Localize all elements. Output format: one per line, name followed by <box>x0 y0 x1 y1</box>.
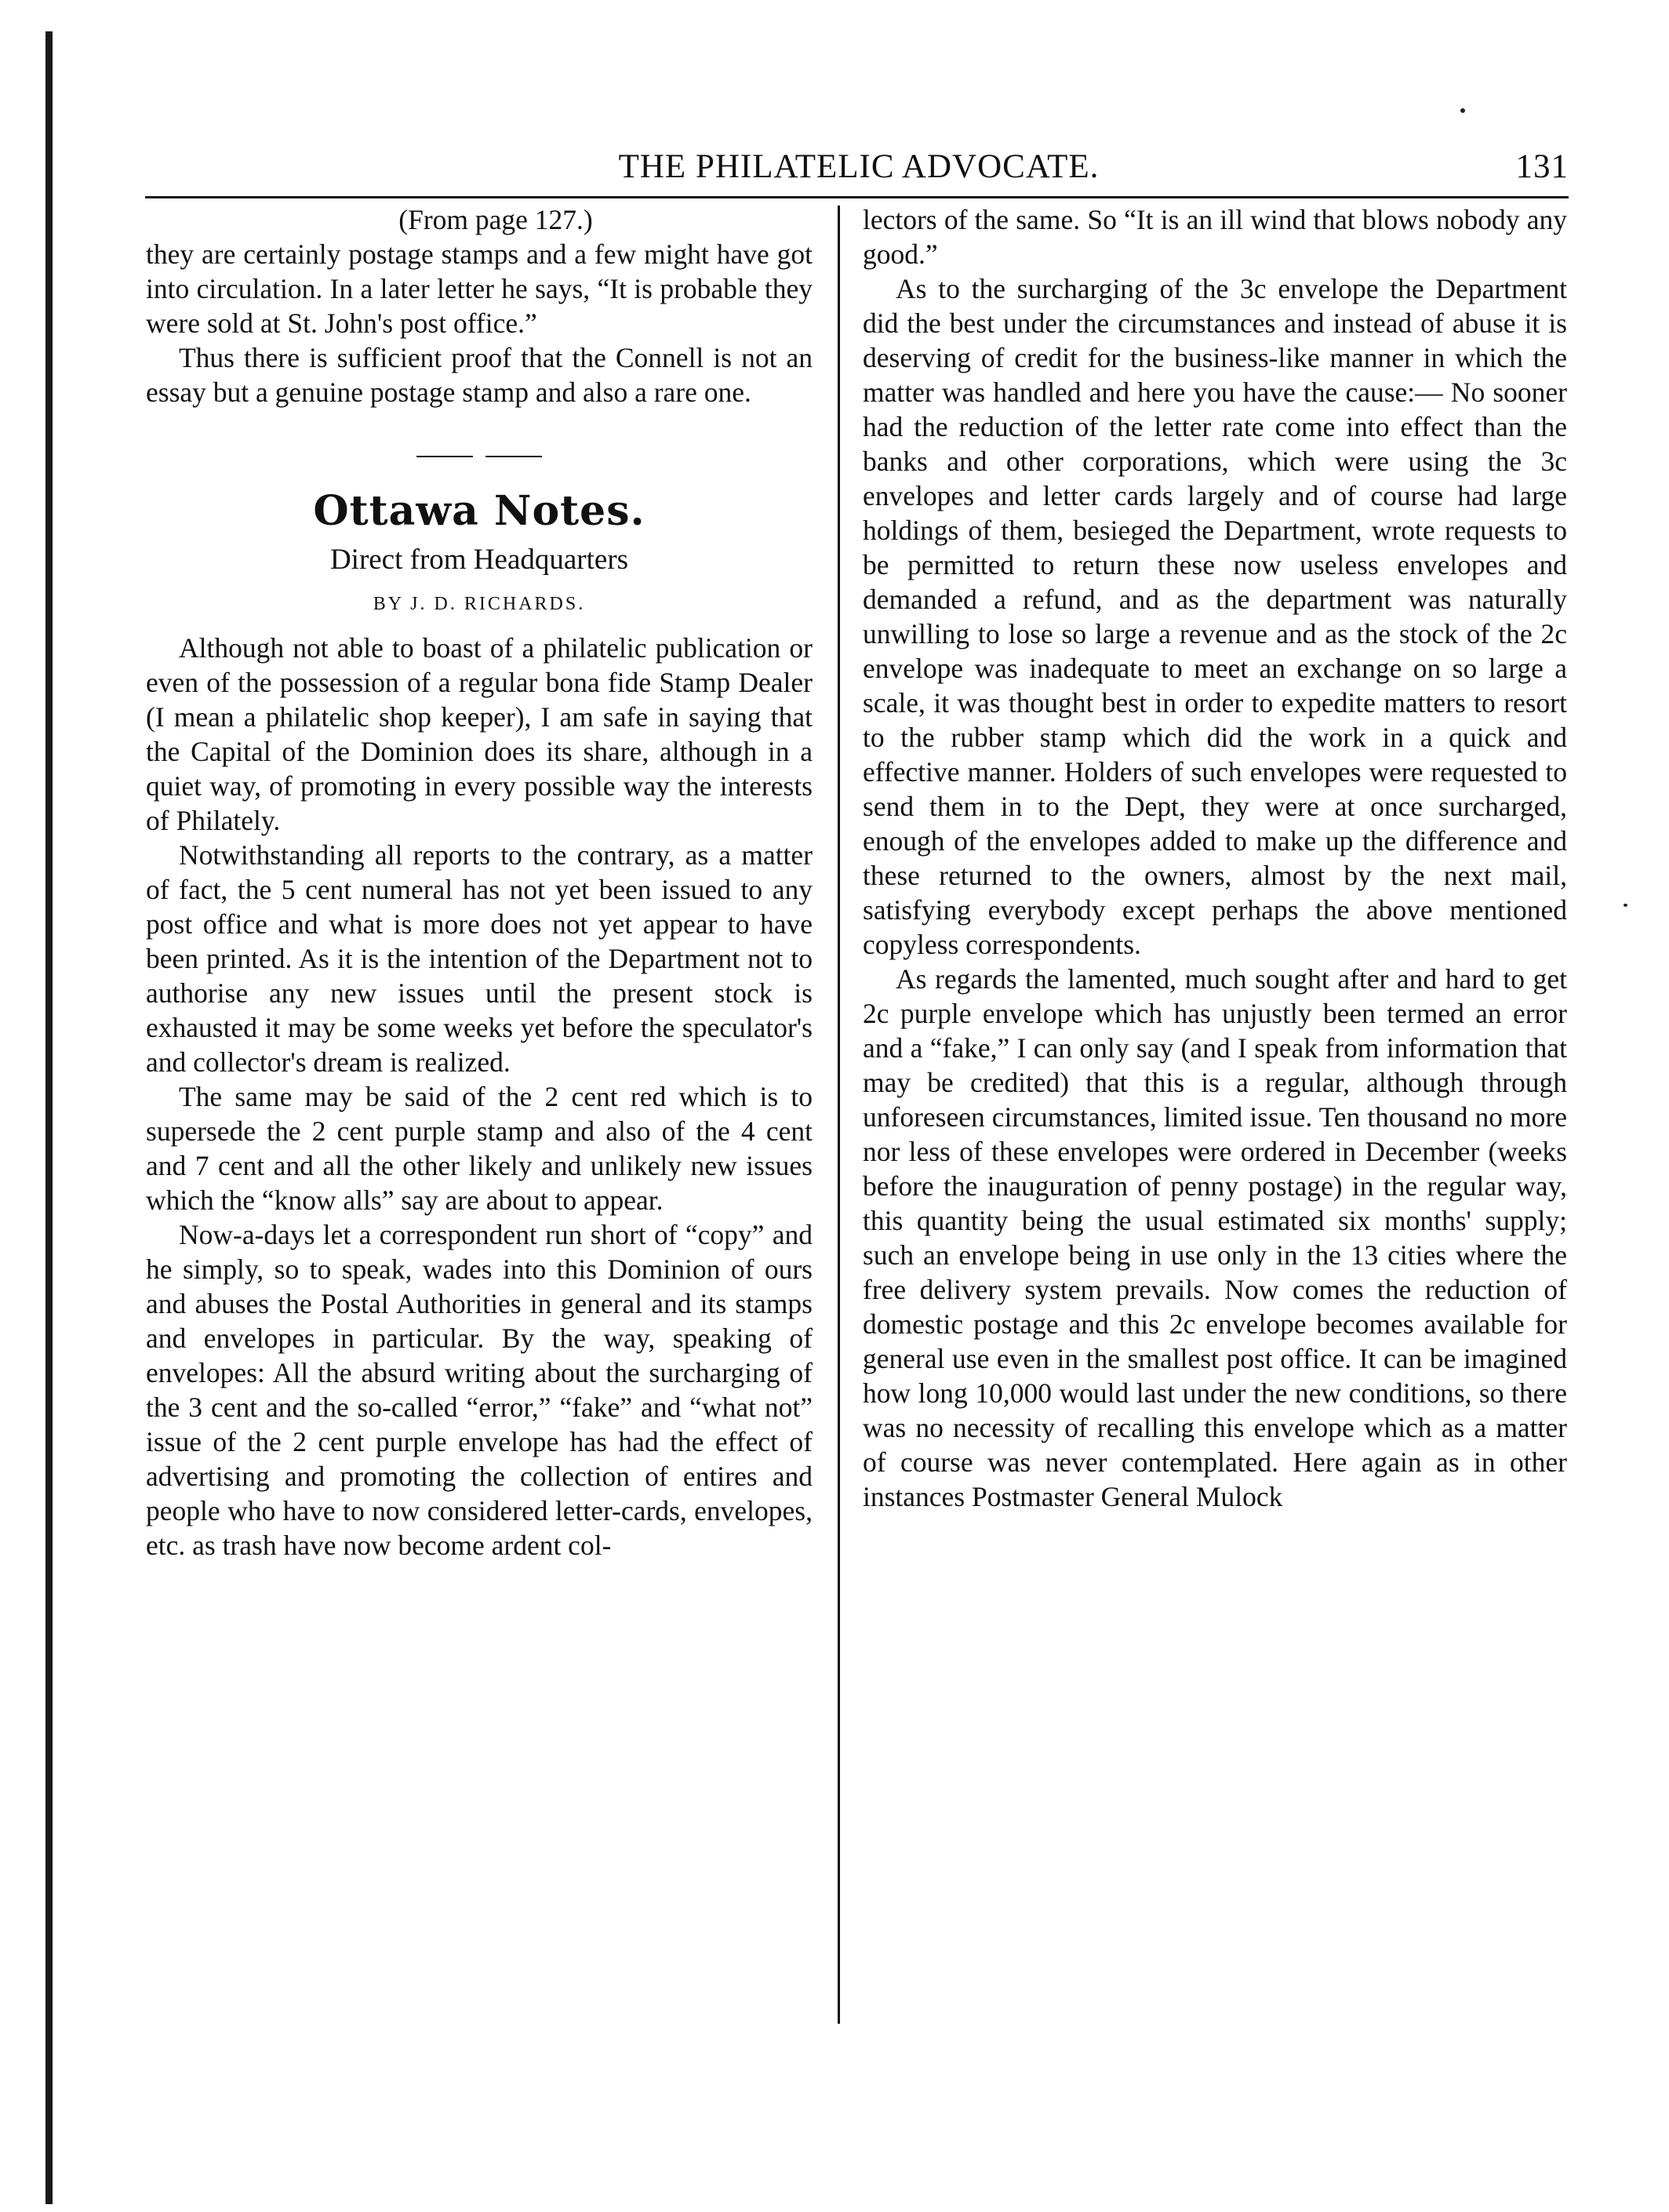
paragraph: The same may be said of the 2 cent red which is to supersede the 2 cent purple stamp and also of the 4 cent and 7 cent and all the other likely and unlikely new issues which the “know alls” say are about to appear. <box>146 1081 813 1216</box>
paragraph: Notwithstanding all reports to the contrary, as a matter of fact, the 5 cent numeral has not yet been issued to any post office and what is more does not yet appear to have been printed. As it is the intention of the Department not to authorise any new issues until the present stock is exhausted it may be some weeks yet before the speculator's and collector's dream is realized. <box>146 839 813 1078</box>
article-byline: BY J. D. RICHARDS. <box>373 594 586 614</box>
article-subtitle: Direct from Headquarters <box>329 544 629 576</box>
paragraph: As regards the lamented, much sought after and hard to get 2c purple envelope which has unjustly been termed an error and a “fake,” I can only say (and I speak from information that may be credited) that this is a regular, although through unforeseen circumstances, limited issue. Ten thousand no more nor less of these envelopes were ordered in December (weeks before the inauguration of penny postage) in the regular way, this quantity being the usual estimated six months' supply; such an envelope being in use only in the 13 cities where the free delivery system prevails. Now comes the reduction of domestic postage and this 2c envelope becomes available for general use even in the smallest post office. It can be imagined how long 10,000 would last under the new conditions, so there was no necessity of recalling this envelope which as a matter of course was never contemplated. Here again as in other instances Postmaster General Mulock <box>863 963 1567 1512</box>
continuation-note: (From page 127.) <box>398 204 593 235</box>
paragraph: Thus there is sufficient proof that the Connell is not an essay but a genuine postage stamp and also a rare one. <box>146 342 813 408</box>
paragraph: lectors of the same. So “It is an ill wind that blows nobody any good.” <box>863 204 1567 270</box>
header-rule <box>145 196 1569 198</box>
running-header <box>149 147 1569 195</box>
article-title: Ottawa Notes. <box>313 487 645 535</box>
scan-speck <box>1460 108 1465 113</box>
left-column <box>146 202 813 1563</box>
paragraph: Now-a-days let a correspondent run short of “copy” and he simply, so to speak, wades into this Dominion of ours and abuses the Postal Authorities in general and its stamps and envelopes in particular. By the way, speaking of envelopes: All the absurd writing about the surcharging of the 3 cent and the so-called “error,” “fake” and “what not” issue of the 2 cent purple envelope has had the effect of advertising and promoting the collection of entires and people who have to now considered letter-cards, envelopes, etc. as trash have now become ardent col- <box>146 1219 813 1561</box>
paragraph: they are certainly postage stamps and a few might have got into circulation. In a later letter he says, “It is probable they were sold at St. John's post office.” <box>146 238 813 339</box>
paragraph: Although not able to boast of a philatelic publication or even of the possession of a regular bona fide Stamp Dealer (I mean a philatelic shop keeper), I am safe in saying that the Capital of the Dominion does its share, although in a quiet way, of promoting in every possible way the interests of Philately. <box>146 632 813 836</box>
scan-speck <box>1624 904 1627 907</box>
paragraph: As to the surcharging of the 3c envelope the Department did the best under the circumstances and instead of abuse it is deserving of credit for the business-like manner in which the matter was handled and here you have the cause:— No sooner had the reduction of the letter rate come into effect than the banks and other corporations, which were using the 3c envelopes and letter cards largely and of course had large holdings of them, besieged the Department, wrote requests to be permitted to return these now useless envelopes and demanded a refund, and as the department was naturally unwilling to lose so large a revenue and as the stock of the 2c envelope was inadequate to meet an exchange on so large a scale, it was thought best in order to expedite matters to resort to the rubber stamp which did the work in a quick and effective manner. Holders of such envelopes were requested to send them in to the Dept, they were at once surcharged, enough of the envelopes added to make up the difference and these returned to the owners, almost by the next mail, satisfying everybody except perhaps the above mentioned copyless correspondents. <box>863 273 1567 960</box>
column-divider <box>838 206 840 2024</box>
scan-page-edge <box>45 31 53 2204</box>
journal-title: THE PHILATELIC ADVOCATE. <box>618 148 1100 185</box>
page-number: 131 <box>1515 148 1569 185</box>
right-column <box>863 202 1567 1514</box>
section-separator <box>146 436 813 441</box>
